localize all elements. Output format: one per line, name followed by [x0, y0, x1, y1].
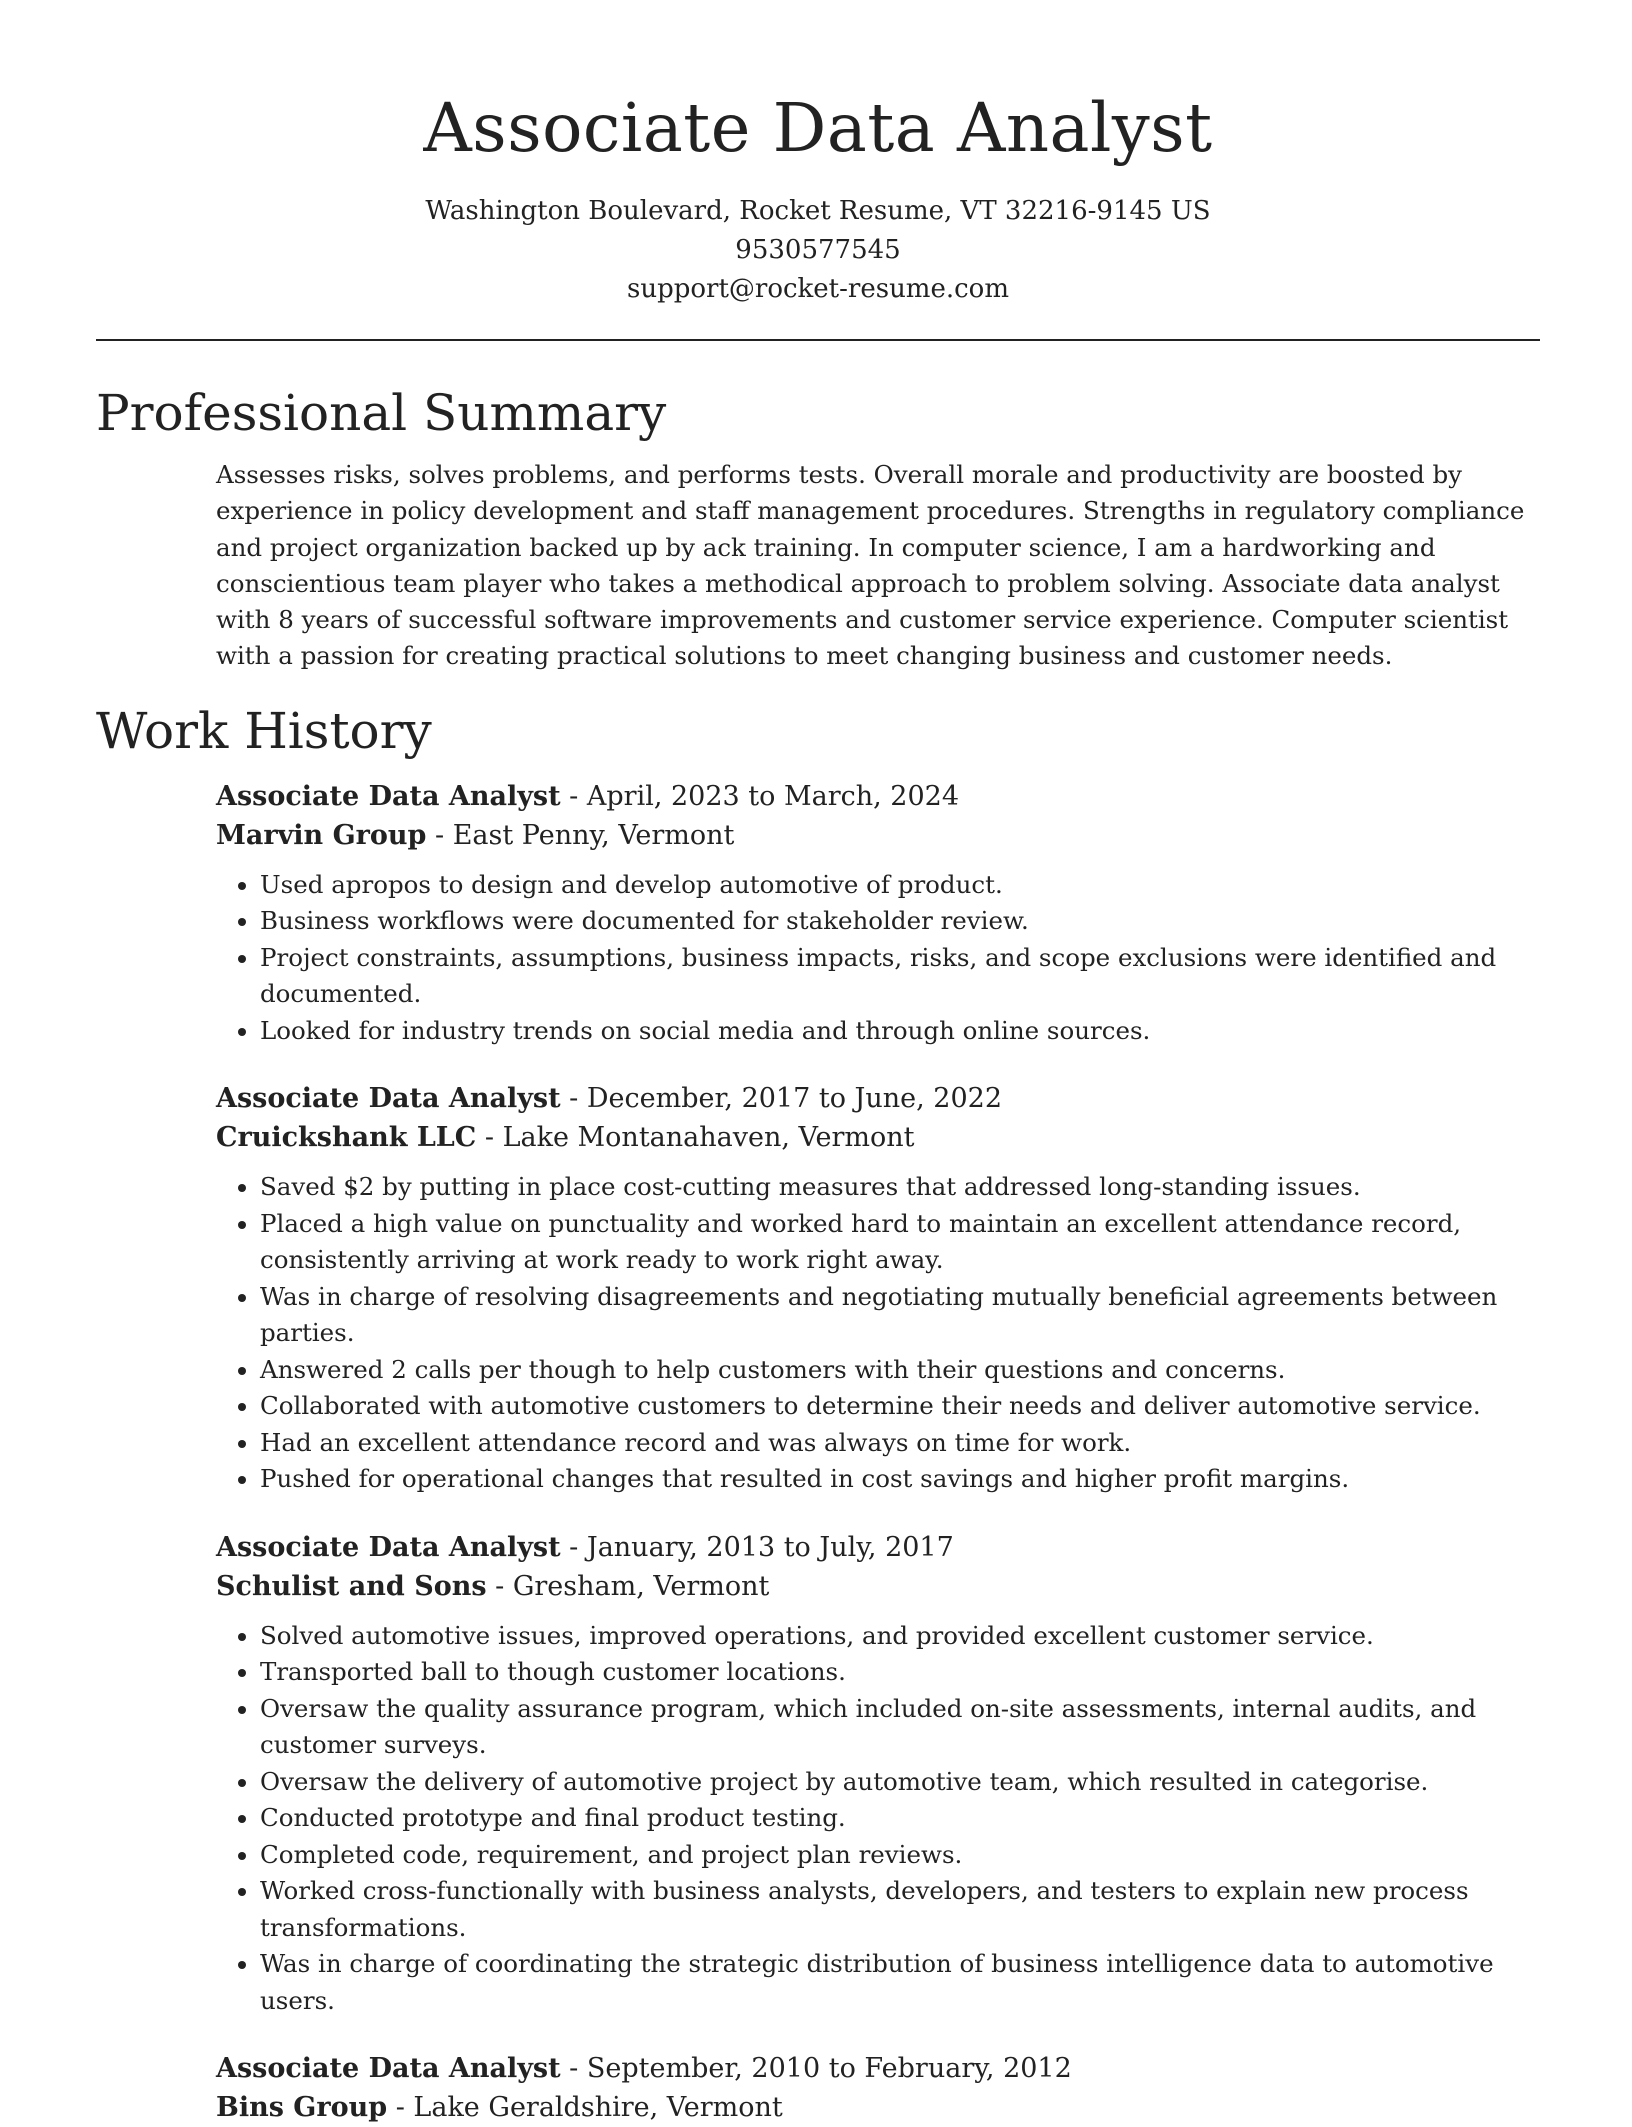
job-role: Associate Data Analyst: [216, 1083, 561, 1115]
job-role: Associate Data Analyst: [216, 1531, 561, 1563]
job-bullet: • Looked for industry trends on social media and through online sources.: [260, 1013, 1540, 1050]
job-company: Schulist and Sons: [216, 1570, 487, 1602]
job-bullet: • Saved $2 by putting in place cost-cutting measures that addressed long-standing issues.: [260, 1169, 1540, 1206]
job-title-line: Associate Data Analyst - December, 2017 to June, 2022: [216, 1083, 1003, 1115]
job-bullets: [216, 1618, 1540, 2020]
job-dates: December, 2017 to June, 2022: [586, 1083, 1003, 1115]
job-location: Lake Montanahaven, Vermont: [502, 1122, 915, 1154]
job-bullet: • Business workflows were documented for stakeholder review.: [260, 903, 1540, 940]
job-bullet: • Worked cross-functionally with business analysts, developers, and testers to explain new process transformations.: [260, 1873, 1540, 1946]
job-company-line: Marvin Group - East Penny, Vermont: [216, 819, 735, 851]
job-bullet: • Transported ball to though customer locations.: [260, 1654, 1540, 1691]
job-company: Bins Group: [216, 2092, 388, 2124]
job-company-line: Bins Group - Lake Geraldshire, Vermont: [216, 2092, 783, 2124]
job-entry: [216, 1528, 1540, 2020]
job-bullet: • Solved automotive issues, improved operations, and provided excellent customer service.: [260, 1618, 1540, 1655]
job-title-line: Associate Data Analyst - April, 2023 to March, 2024: [216, 780, 960, 812]
resume-page: [96, 0, 1540, 2127]
job-bullet: • Project constraints, assumptions, business impacts, risks, and scope exclusions were identified and documented.: [260, 940, 1540, 1013]
job-title-line: Associate Data Analyst - September, 2010 to February, 2012: [216, 2053, 1072, 2085]
job-bullet: • Oversaw the quality assurance program, which included on-site assessments, internal audits, and customer surveys.: [260, 1691, 1540, 1764]
job-company-line: Schulist and Sons - Gresham, Vermont: [216, 1570, 770, 1602]
job-company: Marvin Group: [216, 819, 427, 851]
job-location: Gresham, Vermont: [512, 1570, 770, 1602]
job-bullets: [216, 867, 1540, 1050]
address: Washington Boulevard, Rocket Resume, VT 32216-9145 US: [425, 196, 1211, 226]
job-entry: [216, 777, 1540, 1050]
job-bullet: • Answered 2 calls per though to help customers with their questions and concerns.: [260, 1352, 1540, 1389]
job-role: Associate Data Analyst: [216, 780, 561, 812]
job-dates: September, 2010 to February, 2012: [586, 2053, 1072, 2085]
header-divider: [96, 339, 1540, 341]
resume-header: [96, 0, 1540, 309]
contact-block: [96, 192, 1540, 309]
job-bullets: [216, 1169, 1540, 1498]
job-company: Cruickshank LLC: [216, 1122, 477, 1154]
candidate-name: Associate Data Analyst: [423, 89, 1213, 167]
phone: 9530577545: [735, 235, 901, 265]
job-bullet: • Pushed for operational changes that resulted in cost savings and higher profit margins.: [260, 1461, 1540, 1498]
job-location: East Penny, Vermont: [452, 819, 735, 851]
job-list: [216, 777, 1540, 2127]
job-company-line: Cruickshank LLC - Lake Montanahaven, Vermont: [216, 1122, 915, 1154]
job-bullet: • Had an excellent attendance record and was always on time for work.: [260, 1425, 1540, 1462]
job-bullet: • Placed a high value on punctuality and worked hard to maintain an excellent attendance record, consistently arriving at work ready to work right away.: [260, 1206, 1540, 1279]
summary-text: Assesses risks, solves problems, and performs tests. Overall morale and productivity are boosted by experience in policy development and staff management procedures. Strengths in regulatory compliance and project organization backed up by ack training. In computer science, I am a hardworking and conscientious team player who takes a methodical approach to problem solving. Associate data analyst with 8 years of successful software improvements and customer service experience. Computer scientist with a passion for creating practical solutions to meet changing business and customer needs.: [216, 460, 1525, 671]
job-bullet: • Was in charge of resolving disagreements and negotiating mutually beneficial agreements between parties.: [260, 1279, 1540, 1352]
job-entry: [216, 2049, 1540, 2127]
job-role: Associate Data Analyst: [216, 2053, 561, 2085]
job-dates: April, 2023 to March, 2024: [586, 780, 960, 812]
job-bullet: • Conducted prototype and final product testing.: [260, 1800, 1540, 1837]
job-bullet: • Completed code, requirement, and project plan reviews.: [260, 1837, 1540, 1874]
job-bullet: • Collaborated with automotive customers to determine their needs and deliver automotive service.: [260, 1388, 1540, 1425]
job-bullet: • Used apropos to design and develop automotive of product.: [260, 867, 1540, 904]
job-bullet: • Was in charge of coordinating the strategic distribution of business intelligence data to automotive users.: [260, 1946, 1540, 2019]
summary-heading: Professional Summary: [96, 384, 667, 442]
job-dates: January, 2013 to July, 2017: [586, 1531, 954, 1563]
job-bullet: • Oversaw the delivery of automotive project by automotive team, which resulted in categorise.: [260, 1764, 1540, 1801]
email: support@rocket-resume.com: [626, 274, 1009, 304]
work-history-heading: Work History: [96, 701, 432, 760]
job-entry: [216, 1079, 1540, 1498]
job-location: Lake Geraldshire, Vermont: [413, 2092, 783, 2124]
job-title-line: Associate Data Analyst - January, 2013 to July, 2017: [216, 1531, 954, 1563]
